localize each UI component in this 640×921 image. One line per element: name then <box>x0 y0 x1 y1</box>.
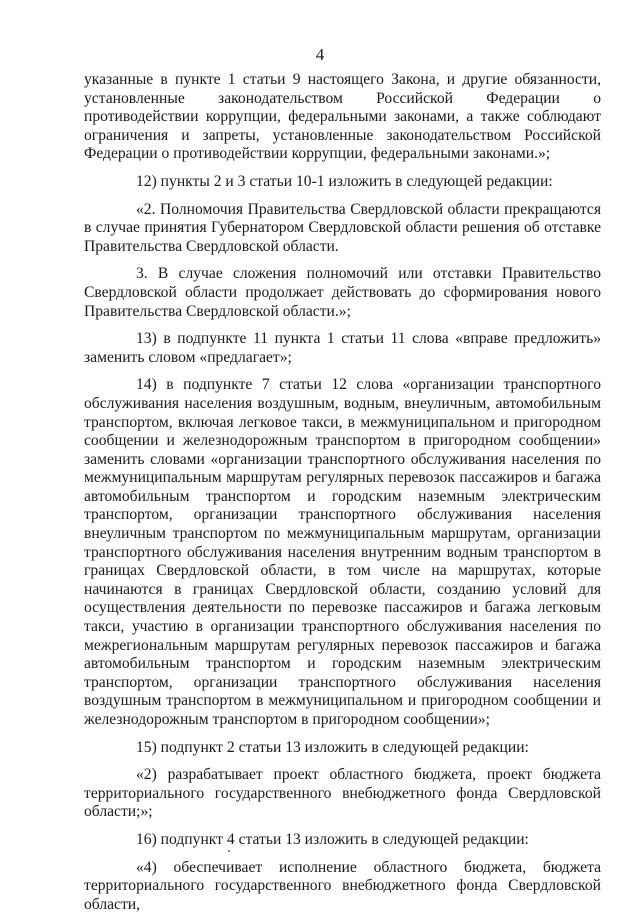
paragraph-item-14: 14) в подпункте 7 статьи 12 слова «организации транспортного обслуживания населения воздушным, водным, внеуличным, автомобильным транспортом, включая легковое такси, в межмуниципальном и пригородном сообщении и железнодорожным транспортом в пригородном сообщении» заменить словами «организации транспортного обслуживания населения по межмуниципальным маршрутам регулярных перевозок пассажиров и багажа автомобильным транспортом и городским наземным электрическим транспортом, организации транспортного обслуживания населения внеуличным транспортом по межмуниципальным маршрутам, организации транспортного обслуживания населения внутренним водным транспортом в границах Свердловской области, в том числе на маршрутах, которые начинаются в границах Свердловской области, созданию условий для осуществления деятельности по перевозке пассажиров и багажа легковым такси, участию в организации транспортного обслуживания населения по межрегиональным маршрутам регулярных перевозок пассажиров и багажа автомобильным транспортом и городским наземным электрическим транспортом, организации транспортного обслуживания населения воздушным транспортом в межмуниципальном и пригородном сообщении и железнодорожным транспортом в пригородном сообщении»; <box>84 376 601 728</box>
paragraph-item-16: 16) подпункт 4 статьи 13 изложить в следующей редакции: <box>136 830 529 848</box>
paragraph-quote-sub-4: «4) обеспечивает исполнение областного бюджета, бюджета территориального государственного внебюджетного фонда Свердловской области, <box>84 858 601 913</box>
scan-speck <box>228 850 230 852</box>
paragraph-continuation: указанные в пункте 1 статьи 9 настоящего Закона, и другие обязанности, установленные законодательством Российской Федерации о противодействии коррупции, федеральными законами, а также соблюдают ограничения и запреты, установленные законодательством Российской Федерации о противодействии коррупции, федеральными законами.»; <box>84 71 601 163</box>
paragraph-item-13: 13) в подпункте 11 пункта 1 статьи 11 слова «вправе предложить» заменить словом «предлагает»; <box>84 330 601 366</box>
page-number: 4 <box>315 45 325 64</box>
paragraph-item-12: 12) пункты 2 и 3 статьи 10-1 изложить в следующей редакции: <box>136 172 553 190</box>
paragraph-item-15: 15) подпункт 2 статьи 13 изложить в следующей редакции: <box>136 738 529 756</box>
document-body <box>84 71 601 921</box>
paragraph-quote-3: 3. В случае сложения полномочий или отставки Правительство Свердловской области продолжает действовать до сформирования нового Правительства Свердловской области.»; <box>84 265 601 320</box>
paragraph-quote-2: «2. Полномочия Правительства Свердловской области прекращаются в случае принятия Губернатором Свердловской области решения об отставке Правительства Свердловской области. <box>84 200 601 255</box>
paragraph-quote-sub-2: «2) разрабатывает проект областного бюджета, проект бюджета территориального государственного внебюджетного фонда Свердловской области;»; <box>84 766 601 821</box>
